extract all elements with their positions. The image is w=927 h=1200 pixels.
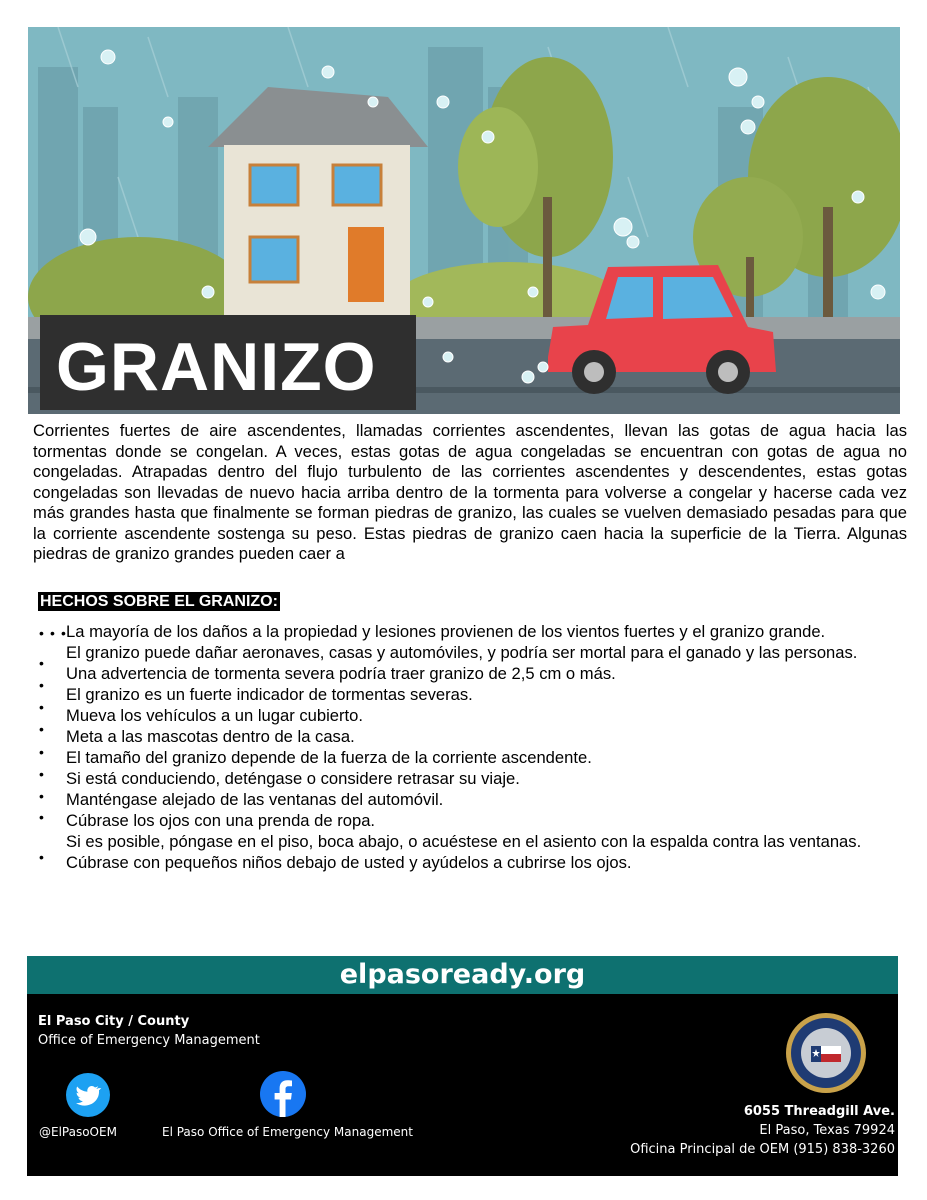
- facebook-icon[interactable]: [260, 1071, 306, 1117]
- bullet-icon: •: [39, 809, 44, 825]
- address-city: El Paso, Texas 79924: [759, 1123, 895, 1138]
- website-link[interactable]: elpasoready.org: [27, 956, 898, 994]
- org-name: El Paso City / County: [38, 1014, 190, 1029]
- list-item: La mayoría de los daños a la propiedad y lesiones provienen de los vientos fuertes y el granizo grande.: [66, 622, 826, 641]
- bullet-icon: •: [39, 655, 44, 671]
- list-item: Si es posible, póngase en el piso, boca abajo, o acuéstese en el asiento con la espalda contra las ventanas.: [66, 832, 862, 851]
- list-item: Meta a las mascotas dentro de la casa.: [66, 727, 355, 746]
- bullet-icon: •: [39, 625, 44, 641]
- address-phone: Oficina Principal de OEM (915) 838-3260: [630, 1142, 895, 1157]
- bullet-icon: •: [39, 849, 44, 865]
- list-item: Manténgase alejado de las ventanas del automóvil.: [66, 790, 444, 809]
- list-item: Una advertencia de tormenta severa podría traer granizo de 2,5 cm o más.: [66, 664, 616, 683]
- footer: [27, 994, 898, 1176]
- twitter-handle[interactable]: @ElPasoOEM: [39, 1125, 117, 1139]
- bullet-icon: •: [61, 625, 66, 641]
- bullet-icon: •: [39, 766, 44, 782]
- facts-heading: HECHOS SOBRE EL GRANIZO:: [40, 593, 278, 610]
- list-item: Cúbrase los ojos con una prenda de ropa.: [66, 811, 376, 830]
- bullet-icon: •: [50, 625, 55, 641]
- facebook-page-name[interactable]: El Paso Office of Emergency Management: [162, 1125, 413, 1139]
- list-item: El tamaño del granizo depende de la fuerza de la corriente ascendente.: [66, 748, 592, 767]
- address-block: [630, 1102, 895, 1159]
- oem-seal-logo: [785, 1012, 867, 1094]
- org-department: Office of Emergency Management: [38, 1033, 260, 1048]
- list-item: Mueva los vehículos a un lugar cubierto.: [66, 706, 364, 725]
- list-item: El granizo puede dañar aeronaves, casas y automóviles, y podría ser mortal para el ganado y las personas.: [66, 643, 858, 662]
- bullet-icon: •: [39, 744, 44, 760]
- hero-illustration: [28, 27, 900, 414]
- bullet-icon: •: [39, 721, 44, 737]
- list-item: Si está conduciendo, deténgase o considere retrasar su viaje.: [66, 769, 520, 788]
- intro-paragraph: Corrientes fuertes de aire ascendentes, llamadas corrientes ascendentes, llevan las gotas de agua hacia las tormentas donde se congelan. A veces, estas gotas de agua congeladas se encuentran con gotas de agua no congeladas. Atrapadas dentro del flujo turbulento de las corrientes ascendentes y descendentes, estas gotas congeladas son llevadas de nuevo hacia arriba dentro de la tormenta para volverse a congelar y hacerse cada vez más grandes hasta que finalmente se forman piedras de granizo, las cuales se vuelven demasiado pesadas para que la corriente ascendente sostenga su peso. Estas piedras de granizo caen hacia la superficie de la Tierra. Algunas piedras de granizo grandes pueden caer a: [33, 421, 907, 563]
- bullet-icon: •: [39, 699, 44, 715]
- twitter-icon[interactable]: [66, 1073, 110, 1117]
- bullet-icon: •: [39, 788, 44, 804]
- facts-list: [66, 621, 886, 873]
- address-street: 6055 Threadgill Ave.: [743, 1104, 895, 1119]
- page-title: GRANIZO: [56, 329, 377, 405]
- list-item: El granizo es un fuerte indicador de tormentas severas.: [66, 685, 473, 704]
- list-item: Cúbrase con pequeños niños debajo de usted y ayúdelos a cubrirse los ojos.: [66, 853, 632, 872]
- bullet-icon: •: [39, 677, 44, 693]
